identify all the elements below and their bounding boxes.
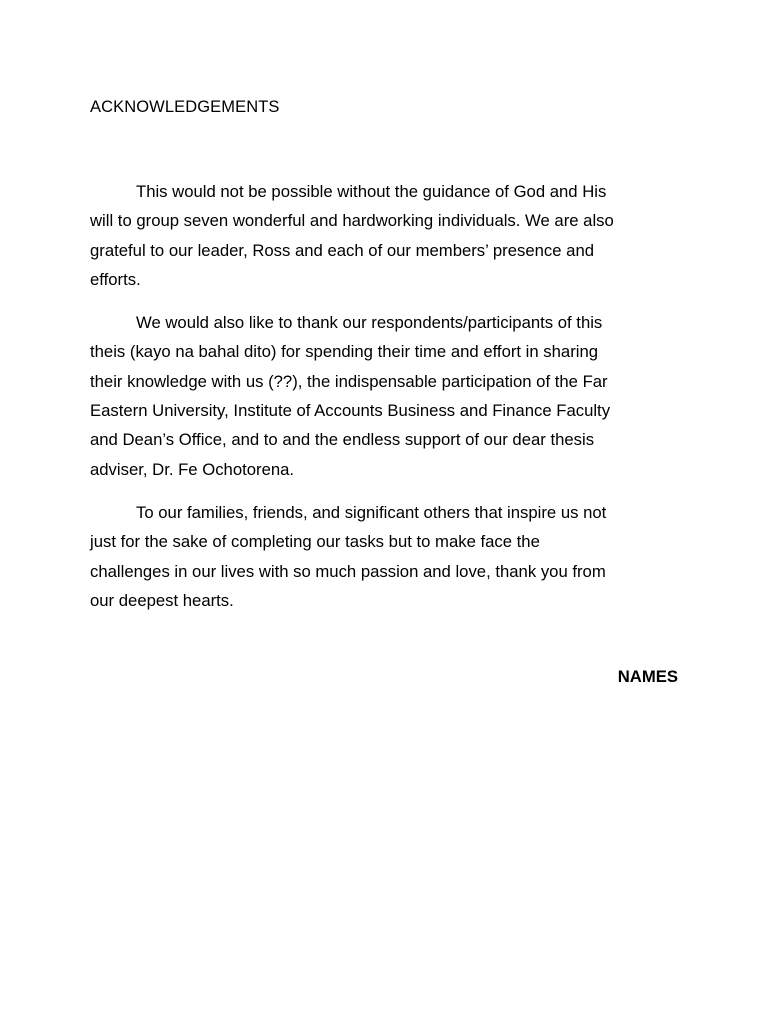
text-line: We would also like to thank our respondents/participants of this <box>136 313 603 333</box>
text-line: challenges in our lives with so much passion and love, thank you from <box>90 561 606 581</box>
text-line: their knowledge with us (??), the indispensable participation of the Far <box>90 371 608 391</box>
paragraph-thanks-families <box>90 498 682 615</box>
text-line: This would not be possible without the guidance of God and His <box>136 182 607 201</box>
text-line: just for the sake of completing our tasks but to make face the <box>90 532 540 552</box>
text-line: our deepest hearts. <box>90 590 234 610</box>
text-line: adviser, Dr. Fe Ochotorena. <box>90 459 295 479</box>
document-body <box>90 177 682 629</box>
text-line: will to group seven wonderful and hardworking individuals. We are also <box>90 211 614 231</box>
text-line: grateful to our leader, Ross and each of our members’ presence and <box>90 240 595 260</box>
text-line: To our families, friends, and significant others that inspire us not <box>136 502 607 522</box>
page-title: ACKNOWLEDGEMENTS <box>90 98 280 116</box>
text-line: theis (kayo na bahal dito) for spending their time and effort in sharing <box>90 342 599 362</box>
paragraph-thanks-participants <box>90 308 682 484</box>
text-line: and Dean’s Office, and to and the endless support of our dear thesis <box>90 430 595 450</box>
paragraph-gratitude-god <box>90 177 682 294</box>
signature-names: NAMES <box>617 667 678 686</box>
text-line: efforts. <box>90 269 141 289</box>
text-line: Eastern University, Institute of Accounts Business and Finance Faculty <box>90 401 611 421</box>
